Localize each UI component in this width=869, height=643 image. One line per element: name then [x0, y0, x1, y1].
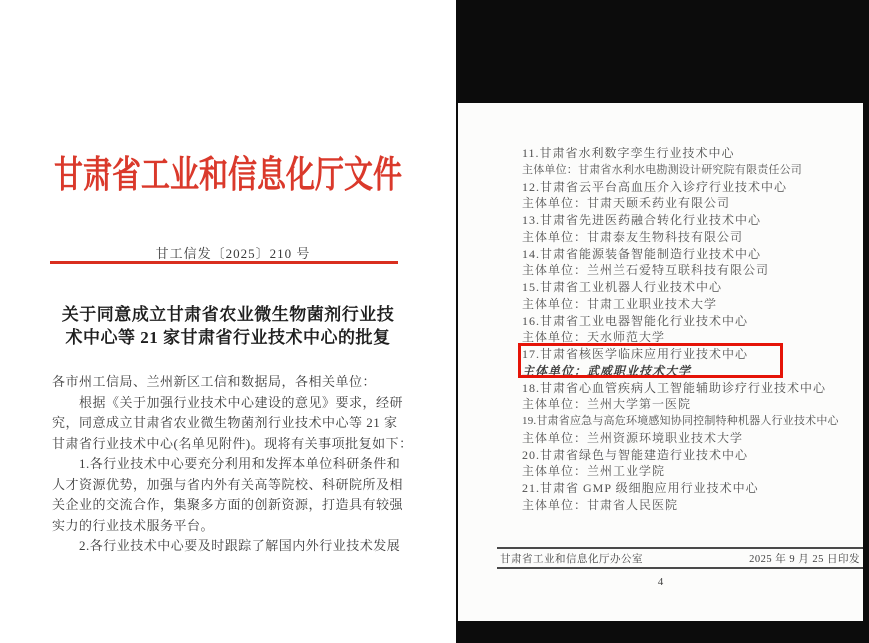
footer-rule-top	[497, 547, 863, 549]
list-item-unit: 主体单位：甘肃省水利水电勘测设计研究院有限责任公司	[522, 163, 802, 176]
list-item-name: 20.甘肃省绿色与智能建造行业技术中心	[522, 447, 749, 462]
body-line: 关企业的交流合作，集聚多方面的创新资源，打造具有较强	[52, 497, 404, 512]
list-item-name: 11.甘肃省水利数字孪生行业技术中心	[522, 146, 735, 160]
right-page	[458, 103, 863, 621]
list-item-name-highlighted: 17.甘肃省核医学临床应用行业技术中心	[522, 347, 749, 361]
red-divider-line	[50, 261, 398, 264]
list-item-name: 12.甘肃省云平台高血压介入诊疗行业技术中心	[522, 179, 788, 194]
body-line: 各市州工信局、兰州新区工信和数据局，各相关单位：	[52, 374, 377, 389]
footer-row	[500, 551, 860, 566]
document-title	[0, 303, 456, 349]
list-item-unit: 主体单位：甘肃省人民医院	[522, 497, 679, 512]
body-line: 实力的行业技术服务平台。	[52, 517, 215, 533]
right-page-scan	[456, 0, 869, 643]
list-item-name: 14.甘肃省能源装备智能制造行业技术中心	[522, 246, 762, 261]
list-item-name: 18.甘肃省心血管疾病人工智能辅助诊疗行业技术中心	[522, 380, 827, 395]
document-header-title: 甘肃省工业和信息化厅文件	[53, 154, 402, 196]
body-line: 甘肃省行业技术中心(名单见附件)。现将有关事项批复如下：	[52, 435, 413, 451]
list-item-unit: 主体单位：兰州资源环境职业技术大学	[522, 430, 744, 445]
body-line: 人才资源优势，加强与省内外有关高等院校、科研院所及相	[52, 476, 404, 492]
list-item-unit: 主体单位：兰州工业学院	[522, 464, 666, 479]
list-item-name: 19.甘肃省应急与高危环境感知协同控制特种机器人行业技术中心	[522, 415, 839, 427]
document-body	[52, 372, 413, 557]
technology-center-list	[522, 145, 860, 514]
list-item-unit-highlighted: 主体单位：武威职业技术大学	[522, 363, 692, 378]
list-item-name: 16.甘肃省工业电器智能化行业技术中心	[522, 313, 749, 328]
page-number: 4	[657, 576, 664, 588]
footer-rule-bottom	[497, 567, 863, 569]
list-item-name: 13.甘肃省先进医药融合转化行业技术中心	[522, 213, 762, 227]
footer-print-date: 2025 年 9 月 25 日印发	[749, 554, 860, 565]
body-line: 究，同意成立甘肃省农业微生物菌剂行业技术中心等 21 家	[52, 415, 398, 430]
list-item-unit: 主体单位：甘肃天颐禾药业有限公司	[522, 196, 731, 211]
footer-issuing-office: 甘肃省工业和信息化厅办公室	[500, 554, 643, 565]
body-line: 1.各行业技术中心要充分利用和发挥本单位科研条件和	[52, 456, 401, 471]
list-item-unit: 主体单位：甘肃泰友生物科技有限公司	[522, 229, 744, 244]
body-line: 2.各行业技术中心要及时跟踪了解国内外行业技术发展	[52, 538, 401, 553]
list-item-name: 21.甘肃省 GMP 级细胞应用行业技术中心	[522, 481, 759, 495]
document-number: 甘工信发〔2025〕210 号	[155, 246, 311, 261]
list-item-unit: 主体单位：甘肃工业职业技术大学	[522, 296, 718, 311]
body-line: 根据《关于加强行业技术中心建设的意见》要求，经研	[52, 394, 404, 410]
list-item-unit: 主体单位：天水师范大学	[522, 330, 666, 345]
list-item-name: 15.甘肃省工业机器人行业技术中心	[522, 280, 723, 294]
document-title-line1: 关于同意成立甘肃省农业微生物菌剂行业技	[61, 305, 395, 324]
list-item-unit: 主体单位：兰州兰石爱特互联科技有限公司	[522, 263, 770, 278]
list-item-unit: 主体单位：兰州大学第一医院	[522, 397, 692, 412]
document-title-line2: 术中心等 21 家甘肃省行业技术中心的批复	[65, 328, 391, 347]
